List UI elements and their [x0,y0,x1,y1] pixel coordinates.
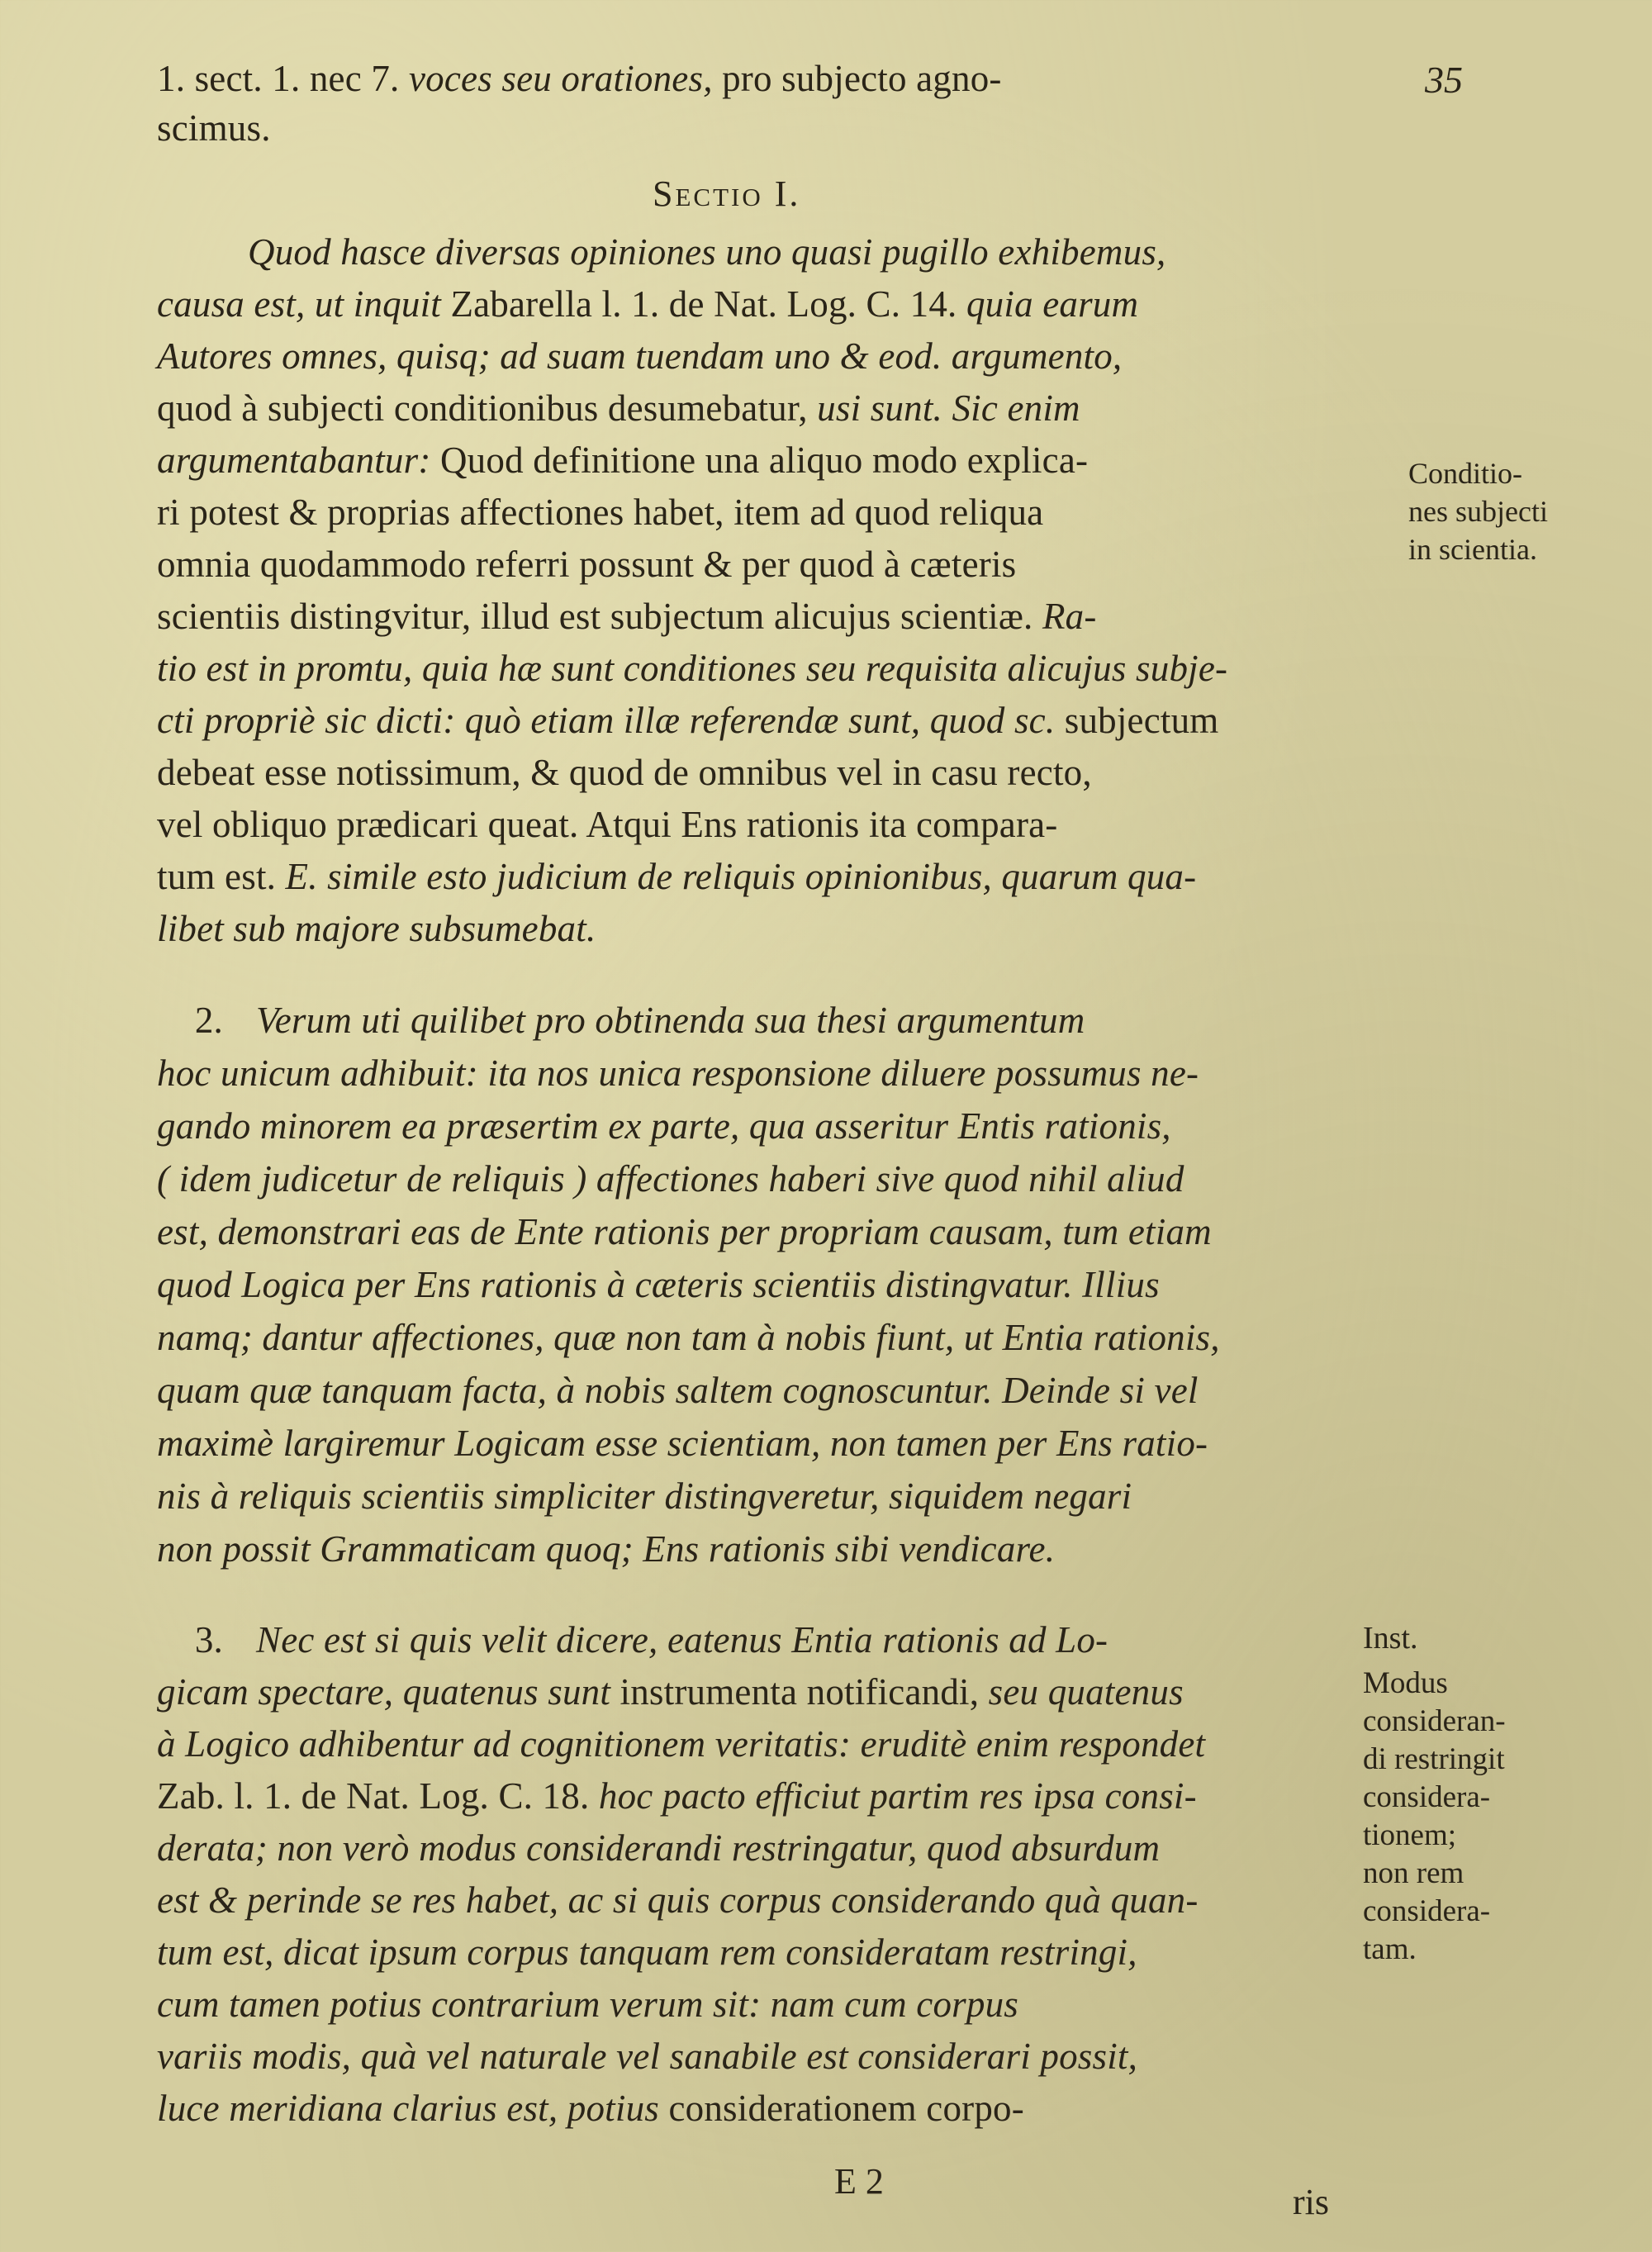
text-run: derata; non verò modus considerandi restringatur, quod absurdum [157,1827,1161,1869]
text-run: considerationem corpo- [659,2088,1024,2129]
text-line [157,54,1396,103]
text-run: pro subjecto agno- [712,58,1002,99]
margin-note-modus: Modus consideran- di restringit considera- tionem; non rem considera- tam. [1363,1666,1506,1966]
text-run: instrumenta notificandi, [610,1671,980,1713]
text-line [157,331,1396,381]
text-run: quia earum [957,283,1139,325]
text-line [157,539,1396,589]
text-line [157,1979,1396,2029]
text-line [157,1260,1396,1309]
text-run: tio est in promtu, quia hæ sunt conditiones seu requisita alicujus subje- [157,648,1228,689]
text-line [157,1471,1396,1521]
text-run: quam quæ tanquam facta, à nobis saltem cognoscuntur. Deinde si vel [157,1370,1199,1411]
text-line [157,1154,1396,1204]
text-line [157,592,1396,641]
text-line [157,1823,1396,1873]
text-run: Verum uti quilibet pro obtinenda sua thesi argumentum [256,1000,1085,1041]
text-run: subjectum [1055,700,1219,741]
text-line [157,2031,1396,2081]
text-run: non possit Grammaticam quoq; Ens rationis sibi vendicare. [157,1528,1056,1570]
text-line [157,904,1396,953]
text-line [157,1418,1396,1468]
text-run: Quod definitione una aliquo modo explica- [430,439,1089,481]
text-line [157,852,1396,901]
text-run: luce meridiana clarius est, potius [157,2088,659,2129]
text-run: 1. sect. 1. nec 7. [157,58,409,99]
paragraph-number: 3. [194,1619,223,1660]
margin-note-inst: Inst. [1363,1621,1418,1656]
text-run: gando minorem ea præsertim ex parte, qua asseritur Entis rationis, [157,1105,1171,1147]
text-line [157,1719,1396,1769]
text-line [157,1875,1396,1925]
text-run: Ra- [1032,596,1097,637]
catchword: ris [1293,2182,1329,2222]
text-run: cti propriè sic dicti: quò etiam illæ referendæ sunt, quod sc. [157,700,1056,741]
text-run: voces seu orationes, [408,58,713,99]
text-run: libet sub majore subsumebat. [157,908,596,949]
text-line [157,800,1396,849]
text-run: omnia quodammodo referri possunt & per quod à cæteris [157,544,1017,585]
text-line [157,1101,1396,1151]
text-run: est, demonstrari eas de Ente rationis per propriam causam, tum etiam [157,1211,1212,1252]
text-run: tum est. [157,856,277,897]
text-run: causa est, ut inquit [157,283,451,325]
text-line [157,1524,1396,1574]
text-run: tum est, dicat ipsum corpus tanquam rem consideratam restringi, [157,1931,1137,1973]
text-run: ri potest & proprias affectiones habet, item ad quod reliqua [157,492,1044,533]
text-run: scimus. [157,107,271,149]
text-line [157,1667,1396,1717]
text-line [157,644,1396,693]
text-line [157,1366,1396,1415]
section-title: Sectio I. [653,173,801,214]
text-run: E. simile esto judicium de reliquis opinionibus, quarum qua- [276,856,1197,897]
text-run: nis à reliquis scientiis simpliciter distingveretur, siquidem negari [157,1475,1132,1517]
text-run: usi sunt. Sic enim [807,387,1080,429]
text-line [157,1048,1396,1098]
page-number: 35 [1425,59,1463,101]
text-run: vel obliquo prædicari queat. Atqui Ens rationis ita compara- [157,804,1058,845]
text-run: quod Logica per Ens rationis à cæteris scientiis distingvatur. Illius [157,1264,1160,1305]
text-run: Quod hasce diversas opiniones uno quasi pugillo exhibemus, [248,231,1166,273]
text-line [157,383,1396,433]
text-line [157,227,1396,277]
text-run: seu quatenus [979,1671,1184,1713]
paragraph-number: 2. [194,1000,223,1041]
text-line [157,435,1396,485]
text-run: cum tamen potius contrarium verum sit: nam cum corpus [157,1984,1018,2025]
text-run: Autores omnes, quisq; ad suam tuendam uno & eod. argumento, [157,335,1123,377]
text-line [157,748,1396,797]
text-run: maximè largiremur Logicam esse scientiam, non tamen per Ens ratio- [157,1423,1208,1464]
text-line [157,1207,1396,1257]
text-line [157,1615,1396,1665]
text-run: est & perinde se res habet, ac si quis corpus considerando quà quan- [157,1879,1199,1921]
text-line [157,1313,1396,1362]
text-run: hoc unicum adhibuit: ita nos unica responsione diluere possumus ne- [157,1052,1199,1094]
text-run: variis modis, quà vel naturale vel sanabile est considerari possit, [157,2036,1138,2077]
text-run: debeat esse notissimum, & quod de omnibus vel in casu recto, [157,752,1092,793]
text-run: scientiis distingvitur, illud est subjectum alicujus scientiæ. [157,596,1033,637]
text-run: hoc pacto efficiut partim res ipsa consi- [589,1775,1197,1817]
text-run: Zabarella l. 1. de Nat. Log. C. 14. [450,283,957,325]
signature-mark: E 2 [834,2161,884,2202]
margin-note-conditiones: Conditio- nes subjecti in scientia. [1408,457,1548,566]
text-run: gicam spectare, quatenus sunt [157,1671,611,1713]
text-line [157,1927,1396,1977]
text-run: Zab. l. 1. de Nat. Log. C. 18. [157,1775,590,1817]
text-line [157,1771,1396,1821]
text-run: Nec est si quis velit dicere, eatenus Entia rationis ad Lo- [256,1619,1108,1660]
text-run: à Logico adhibentur ad cognitionem veritatis: eruditè enim respondet [157,1723,1206,1765]
text-run: ( idem judicetur de reliquis ) affectiones haberi sive quod nihil aliud [157,1158,1184,1200]
text-line [157,103,1396,153]
text-line [157,696,1396,745]
text-line [157,2083,1396,2133]
text-run: argumentabantur: [157,439,431,481]
text-line [157,487,1396,537]
text-line [157,279,1396,329]
text-run: namq; dantur affectiones, quæ non tam à nobis fiunt, ut Entia rationis, [157,1317,1220,1358]
text-run: quod à subjecti conditionibus desumebatur, [157,387,808,429]
text-line [157,995,1396,1045]
